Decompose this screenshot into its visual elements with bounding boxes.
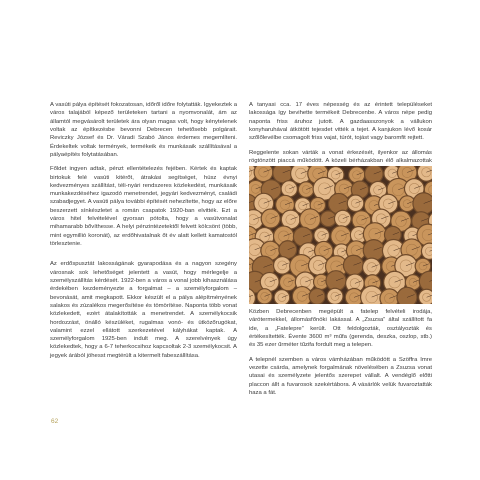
left-paragraph-2: Főldet ingyen adtak, pénzt ellentételezés fejében. Kértek és kaptak birtokuk felé vasúti kitérőt, átrakási segítséget, húsz évnyi kedvezményes szállítást, téli-nyári rendszeres közlekedést, munkásaik munkakezdéséhez igazodó menetrendet, jegyári kedvezményt, családi szabadjegyet. A vasúti pálya további építését nehezítette, hogy az előre beszerzett sínkészletet a román csapatok 1920-ban elvitték. Ezt a város hitel felvételével gyorsan pótolta, hogy a vasútvonalat mihamarabb bővíthesse. A helyi pénzintézetektől felvett kölcsönt (több, mint egymillió koronát), az erdőhivatalnak őt év alatt kellett kamatostól törlesztenie. <box>50 166 237 247</box>
right-paragraph-3: Közben Debrecenben megépült a fatelep felvételi irodája, várótermekkel, állomásfőnöki lakással. A „Zsuzsa” által szállított fa ide, a „Fatelepre” került. Ott feldolgozták, osztályozták és értékesítették. Évente 3600 m³ műfa (gerenda, deszka, oszlop, stb.) és 35 ezer űrméter tűzifa fordult meg a telepen. <box>249 309 432 349</box>
right-paragraph-1: A tanyasi cca. 17 éves népesség és az érintett településeket lakossága így bevihette termékeit Debrecenbe. A város népe pedig naponta friss áruhoz jutott. A gazdaasszonyok a vállukon konyharuhával átkötött tejesdet vitték a tejet. A kanjukon lévő kosár szőlőlevélbe csomagolt friss vajat, túrót, tojást vagy baromfit rejtett. <box>249 102 432 142</box>
log-end <box>348 196 363 211</box>
log-pile-illustration <box>249 166 432 304</box>
log-end <box>331 226 350 245</box>
log-end <box>363 259 380 276</box>
left-column <box>50 101 237 366</box>
log-end <box>328 289 343 304</box>
log-end <box>365 166 382 183</box>
log-pile-photo <box>249 166 432 304</box>
log-end <box>335 211 350 226</box>
log-end <box>364 240 384 260</box>
log-end <box>321 211 336 226</box>
log-end <box>310 289 325 304</box>
right-column-bottom <box>249 308 432 403</box>
left-paragraph-1: A vasúti pálya építését fokozatosan, időről időre folytatták. Igyekeztek a város talajából képező területeken tartani a nyomvonalát, ám az államtól megvásárolt területek ára olyan magas volt, hogy kénytelenek voltak az építkezésbe bevonni Debrecen tehetősebb polgárait. Reviczky József és Dr. Váradi Szabó János érdemes megemlíteni. Érdekeltek voltak termények, termékeik és munkásaik szállításával a pályaépítés folytatásában. <box>50 102 237 158</box>
log-end <box>344 256 363 275</box>
log-end <box>261 273 279 291</box>
log-end <box>279 241 296 258</box>
left-paragraph-3: Az erdőspusztát lakosságának gyarapodása és a nagyon szegény városnak sok lehetőséget jelentett a vasút, hogy mérlegelje a személyszállítás kérdését. 1922-ben a város a vonal jobb kihasználása érdekében kezdeményezte a forgalmat – a személyforgalom – bevonását, amit megkapott. Ekkor készült el a pálya alépítményének salakos és zúzalékos megerősítése és tömörítése. Naponta több vonat közlekedett, ezért átalakították a menetrendet. A személykocsik hordozzást, önálló készüléket, rugalmas vonó- és ütközőrugókat, valamint ezzel ellátott szerkezetével kályhákat kaptak. A személyforgalom 1925-ben indult meg. A szerelvények úgy közlekedtek, hogy a 6-7 teherkocsihoz kapcsoltak 2-3 személykocsit. A jegyek árából jöhesst megtérült a kitermelt fabeszállítása. <box>50 261 237 359</box>
log-end <box>300 209 320 229</box>
page-number: 62 <box>51 418 59 425</box>
right-paragraph-2: Reggelente sokan várták a vonat érkezését, ilyenkor az állomás rögtönzött piaccá működött. A közeli bérházakban élő alkalmazottak <box>249 149 432 164</box>
right-paragraph-4: A telepnél szemben a város vámházában működött a Szöffra Imre vezette csárda, amelynek forgalmának növelésében a Zsuzsa vonat utasai és személyzete jelentős szerepet vállalt. A vendéglő előtti placcon állt a fuvarosok szekértábora. A vásárlók velük fuvaroztatták haza a fát. <box>249 356 432 396</box>
log-end <box>280 274 296 290</box>
log-end <box>349 167 364 182</box>
